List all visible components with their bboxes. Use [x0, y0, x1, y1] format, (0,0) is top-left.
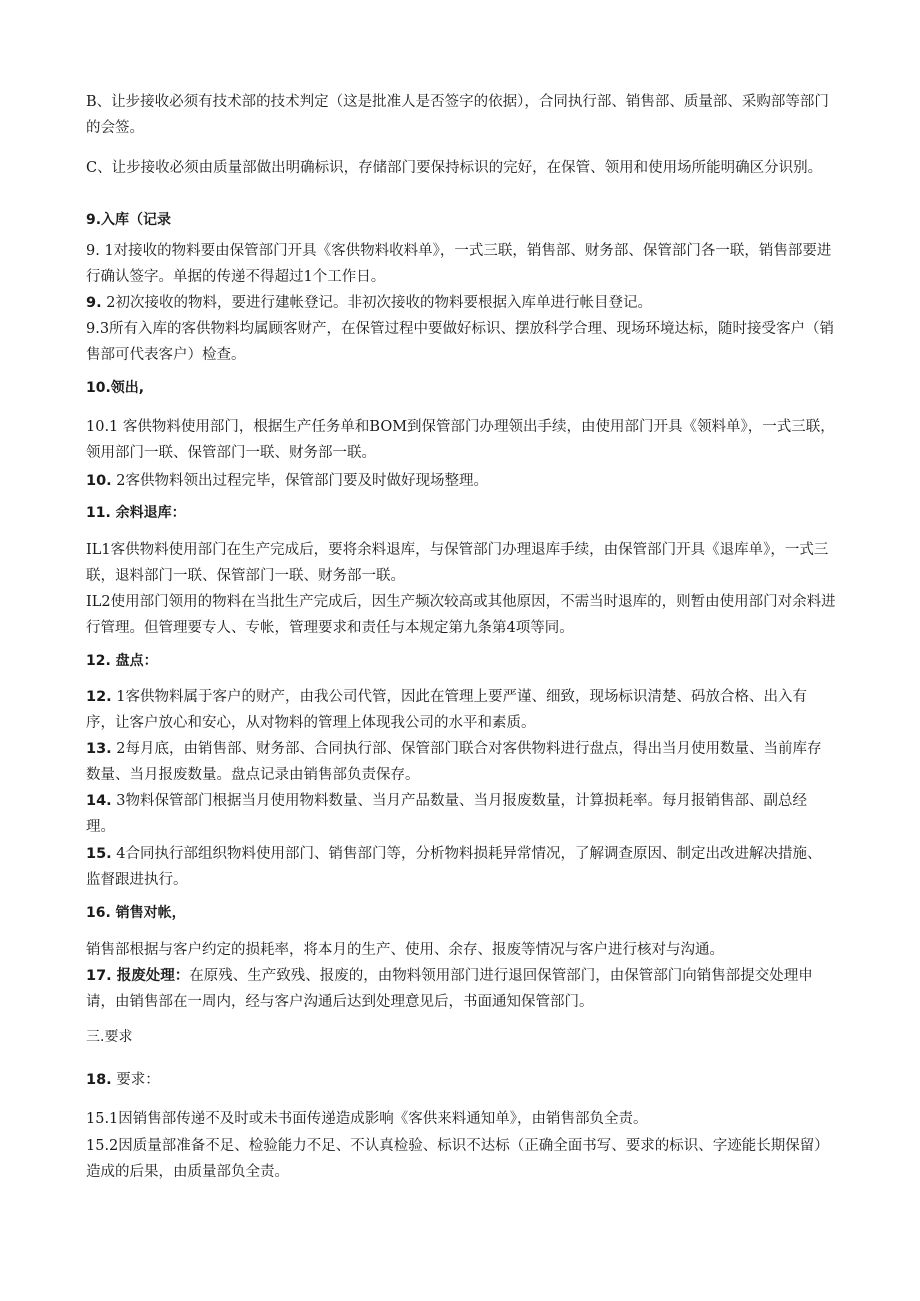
paragraph-9-2-text: 2初次接收的物料，要进行建帐登记。非初次接收的物料要根据入库单进行帐目登记。: [101, 295, 652, 311]
paragraph-c: C、让步接收必须由质量部做出明确标识，存储部门要保持标识的完好，在保管、领用和使用场所能明确区分识别。: [86, 160, 823, 176]
paragraph-17-heading: 17. 报废处理：: [86, 968, 190, 984]
heading-12-inventory: 12. 盘点：: [86, 653, 158, 669]
paragraph-9-2-number: 9.: [86, 295, 102, 311]
paragraph-11-1: IL1客供物料使用部门在生产完成后，要将余料退库，与保管部门办理退库手续，由保管部门开具《退库单》，一式三联，退料部门一联、保管部门一联、财务部一联。: [86, 542, 829, 584]
paragraph-11-2: IL2使用部门领用的物料在当批生产完成后，因生产频次较高或其他原因，不需当时退库的，则暂由使用部门对余料进行管理。但管理要专人、专帐，管理要求和责任与本规定第九条第4项等同。: [86, 594, 836, 636]
paragraph-12-1-number: 12.: [86, 689, 112, 705]
paragraph-10-2-text: 2客供物料领出过程完毕，保管部门要及时做好现场整理。: [111, 473, 489, 489]
paragraph-b: B、让步接收必须有技术部的技术判定（这是批准人是否签字的依据），合同执行部、销售部、质量部、采购部等部门的会签。: [86, 94, 829, 136]
paragraph-17: [86, 963, 836, 1015]
paragraph-13: [86, 736, 836, 788]
paragraph-13-number: 13.: [86, 741, 112, 757]
paragraph-14: [86, 788, 836, 840]
paragraph-18: [86, 1067, 836, 1093]
paragraph-15-2: 15.2因质量部准备不足、检验能力不足、不认真检验、标识不达标（正确全面书写、要求的标识、字迹能长期保留）造成的后果，由质量部负全责。: [86, 1138, 829, 1180]
paragraph-10-2: [86, 468, 836, 494]
paragraph-15: [86, 841, 836, 893]
paragraph-17-text: 在原残、生产致残、报废的，由物料领用部门进行退回保管部门，由保管部门向销售部提交处理申请，由销售部在一周内，经与客户沟通后达到处理意见后，书面通知保管部门。: [86, 968, 813, 1010]
paragraph-9-3: 9.3所有入库的客供物料均属顾客财产，在保管过程中要做好标识、摆放科学合理、现场环境达标，随时接受客户（销售部可代表客户）检查。: [86, 321, 835, 363]
section-3-requirements: 三.要求: [86, 1029, 133, 1045]
paragraph-10-2-number: 10.: [86, 473, 112, 489]
paragraph-15-text: 4合同执行部组织物料使用部门、销售部门等，分析物料损耗异常情况，了解调查原因、制定出改进解决措施、监督跟进执行。: [86, 846, 822, 888]
heading-16-reconcile: 16. 销售对帐，: [86, 905, 186, 921]
paragraph-18-number: 18.: [86, 1072, 112, 1088]
paragraph-18-text: 要求：: [111, 1072, 160, 1088]
paragraph-15-1: 15.1因销售部传递不及时或未书面传递造成影响《客供来料通知单》，由销售部负全责。: [86, 1111, 648, 1127]
heading-9-storage: 9.入库（记录: [86, 212, 172, 228]
paragraph-10-1: 10.1 客供物料使用部门，根据生产任务单和BOM到保管部门办理领出手续，由使用部门开具《领料单》，一式三联，领用部门一联、保管部门一联、财务部一联。: [86, 419, 835, 461]
paragraph-12-1-text: 1客供物料属于客户的财产，由我公司代管，因此在管理上要严谨、细致，现场标识清楚、码放合格、出入有序，让客户放心和安心，从对物料的管理上体现我公司的水平和素质。: [86, 689, 808, 731]
paragraph-12-1: [86, 684, 836, 736]
paragraph-13-text: 2每月底，由销售部、财务部、合同执行部、保管部门联合对客供物料进行盘点，得出当月使用数量、当前库存数量、当月报废数量。盘点记录由销售部负责保存。: [86, 741, 822, 783]
paragraph-14-text: 3物料保管部门根据当月使用物料数量、当月产品数量、当月报废数量，计算损耗率。每月报销售部、副总经理。: [86, 793, 808, 835]
paragraph-14-number: 14.: [86, 793, 112, 809]
paragraph-9-1: 9. 1对接收的物料要由保管部门开具《客供物料收料单》，一式三联，销售部、财务部、保管部门各一联，销售部要进行确认签字。单据的传递不得超过1个工作日。: [86, 243, 832, 285]
paragraph-9-2: [86, 290, 836, 316]
heading-10-issue: 10.领出,: [86, 380, 145, 396]
paragraph-15-number: 15.: [86, 846, 112, 862]
heading-11-return: 11. 余料退库：: [86, 505, 186, 521]
paragraph-16: 销售部根据与客户约定的损耗率，将本月的生产、使用、余存、报废等情况与客户进行核对与沟通。: [86, 942, 724, 958]
